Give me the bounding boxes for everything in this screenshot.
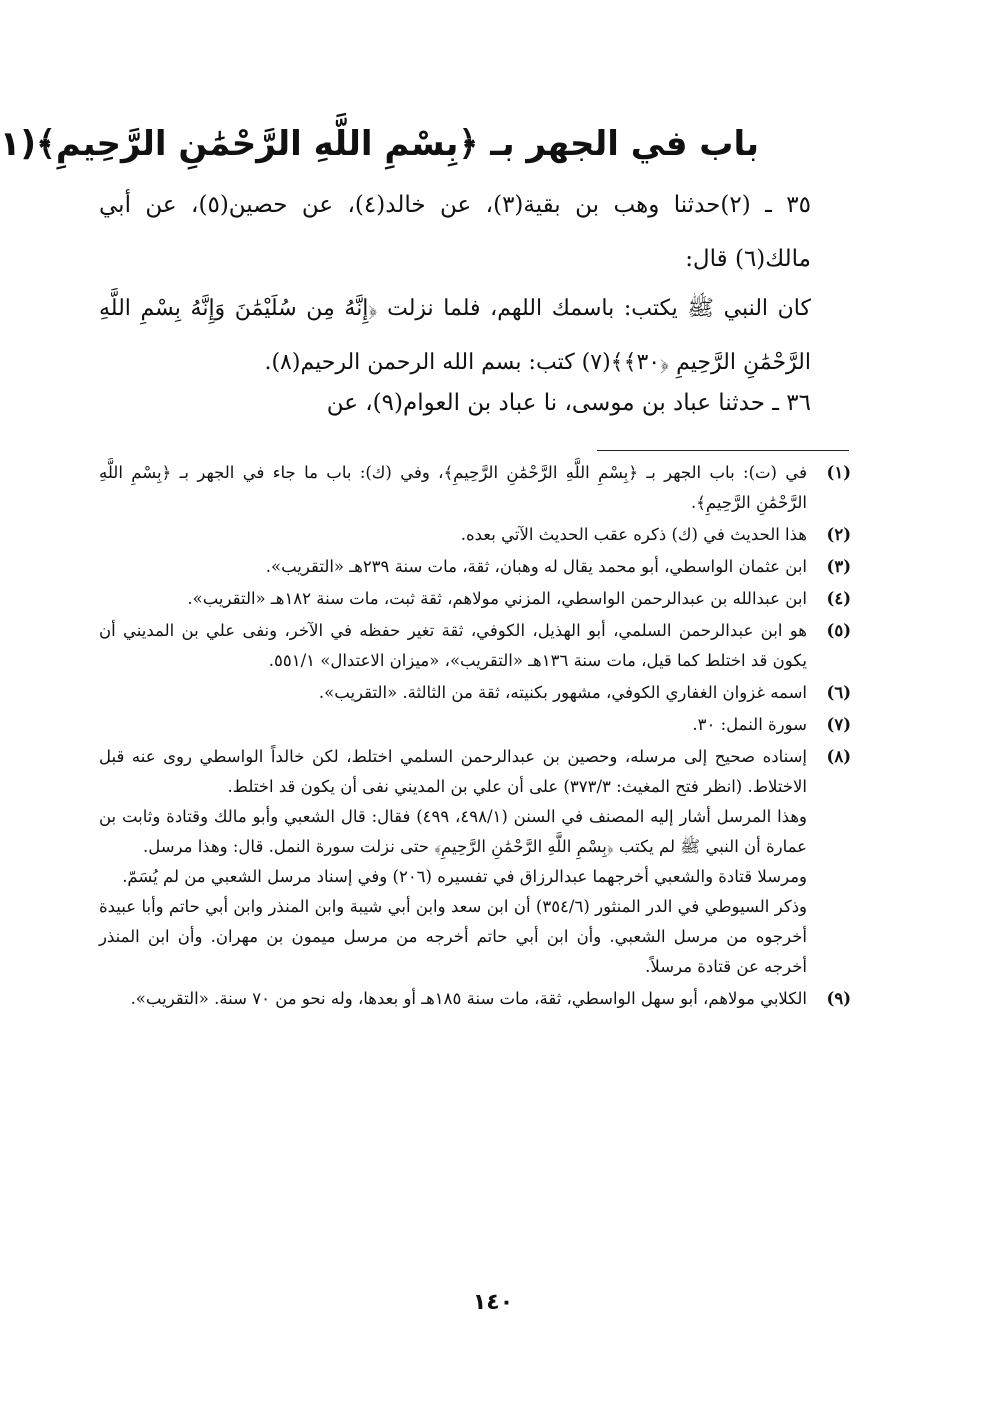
footnote-text: الكلابي مولاهم، أبو سهل الواسطي، ثقة، مات سنة ١٨٥هـ أو بعدها، وله نحو من ٧٠ سنة. «التقريب». [131,989,808,1008]
footnote-7 [100,710,852,740]
page-number: ١٤٠ [473,1290,515,1315]
chapter-heading: باب في الجهر بـ ﴿بِسْمِ اللَّهِ الرَّحْمَٰنِ الرَّحِيمِ﴾(١ [0,124,760,164]
footnote-number: (١) [827,463,852,482]
footnote-5 [100,616,852,676]
footnote-text: سورة النمل: ٣٠. [693,715,808,734]
footnote-text: وذكر السيوطي في الدر المنثور (٣٥٤/٦) أن ابن سعد وابن أبي شيبة وابن المنذر وابن أبي حاتم وأبا عبيدة أخرجوه من مرسل الشعبي. وأن ابن أبي حاتم أخرجه من مرسل ميمون بن مهران. وأن ابن المنذر أخرجه عن قتادة مرسلاً. [100,897,809,976]
footnote-number: (٩) [827,989,852,1008]
footnote-text: ابن عبدالله بن عبدالرحمن الواسطي، المزني مولاهم، ثقة ثبت، مات سنة ١٨٢هـ «التقريب». [188,589,808,608]
hadith-35-isnad: ٣٥ ـ (٢)حدثنا وهب بن بقية(٣)، عن خالد(٤)، عن حصين(٥)، عن أبي مالك(٦) قال: [100,192,813,272]
footnote-number: (٦) [827,683,852,702]
footnote-number: (٧) [827,715,852,734]
footnote-number: (٨) [827,747,852,766]
footnote-text: إسناده صحيح إلى مرسله، وحصين بن عبدالرحمن السلمي اختلط، لكن خالداً الواسطي روى عنه قبل الاختلاط. (انظر فتح المغيث: ٣٧٣/٣) على أن علي بن المديني نفى أن يكون قد اختلط. [100,747,808,796]
footnote-text: ومرسلا قتادة والشعبي أخرجهما عبدالرزاق في تفسيره (٢٠٦) وفي إسناد مرسل الشعبي من لم يُسَمّ. [123,867,808,886]
footnote-number: (٣) [827,557,852,576]
footnote-number: (٤) [827,589,852,608]
hadith-36-isnad: ٣٦ ـ حدثنا عباد بن موسى، نا عباد بن العوام(٩)، عن [327,390,812,416]
footnote-6 [100,678,852,708]
footnote-9 [100,984,852,1014]
footnote-1 [100,458,852,518]
footnote-4 [100,584,852,614]
footnote-3 [100,552,852,582]
hadith-35-text: كان النبي ﷺ يكتب: باسمك اللهم، فلما نزلت ﴿إِنَّهُ مِن سُلَيْمَٰنَ وَإِنَّهُ بِسْمِ اللَّهِ الرَّحْمَٰنِ الرَّحِيمِ ﴿٣٠﴾﴾(٧) كتب: بسم الله الرحمن الرحيم(٨). [100,296,812,375]
footnote-2 [100,520,852,550]
footnote-text: هذا الحديث في (ك) ذكره عقب الحديث الآتي بعده. [461,525,808,544]
footnote-separator [598,450,850,451]
footnote-text: في (ت): باب الجهر بـ ﴿بِسْمِ اللَّهِ الرَّحْمَٰنِ الرَّحِيمِ﴾، وفي (ك): باب ما جاء في الجهر بـ ﴿بِسْمِ اللَّهِ الرَّحْمَٰنِ الرَّحِيمِ﴾. [100,463,808,512]
footnote-text: وهذا المرسل أشار إليه المصنف في السنن (٤٩٨/١، ٤٩٩) فقال: قال الشعبي وأبو مالك وقتادة وثابت بن عمارة أن النبي ﷺ لم يكتب ﴿بِسْمِ اللَّهِ الرَّحْمَٰنِ الرَّحِيمِ﴾ حتى نزلت سورة النمل. قال: وهذا مرسل. [100,807,808,856]
footnotes [100,458,852,1016]
footnote-text: اسمه غزوان الغفاري الكوفي، مشهور بكنيته، ثقة من الثالثة. «التقريب». [319,683,808,702]
footnote-text: ابن عثمان الواسطي، أبو محمد يقال له وهبان، ثقة، مات سنة ٢٣٩هـ «التقريب». [266,557,808,576]
footnote-8 [100,742,852,982]
footnote-number: (٥) [827,621,852,640]
footnote-text: هو ابن عبدالرحمن السلمي، أبو الهذيل، الكوفي، ثقة تغير حفظه في الآخر، ونفى علي بن المديني أن يكون قد اختلط كما قيل، مات سنة ١٣٦هـ «التقريب»، «ميزان الاعتدال» ٥٥١/١. [100,621,808,670]
footnote-number: (٢) [827,525,852,544]
